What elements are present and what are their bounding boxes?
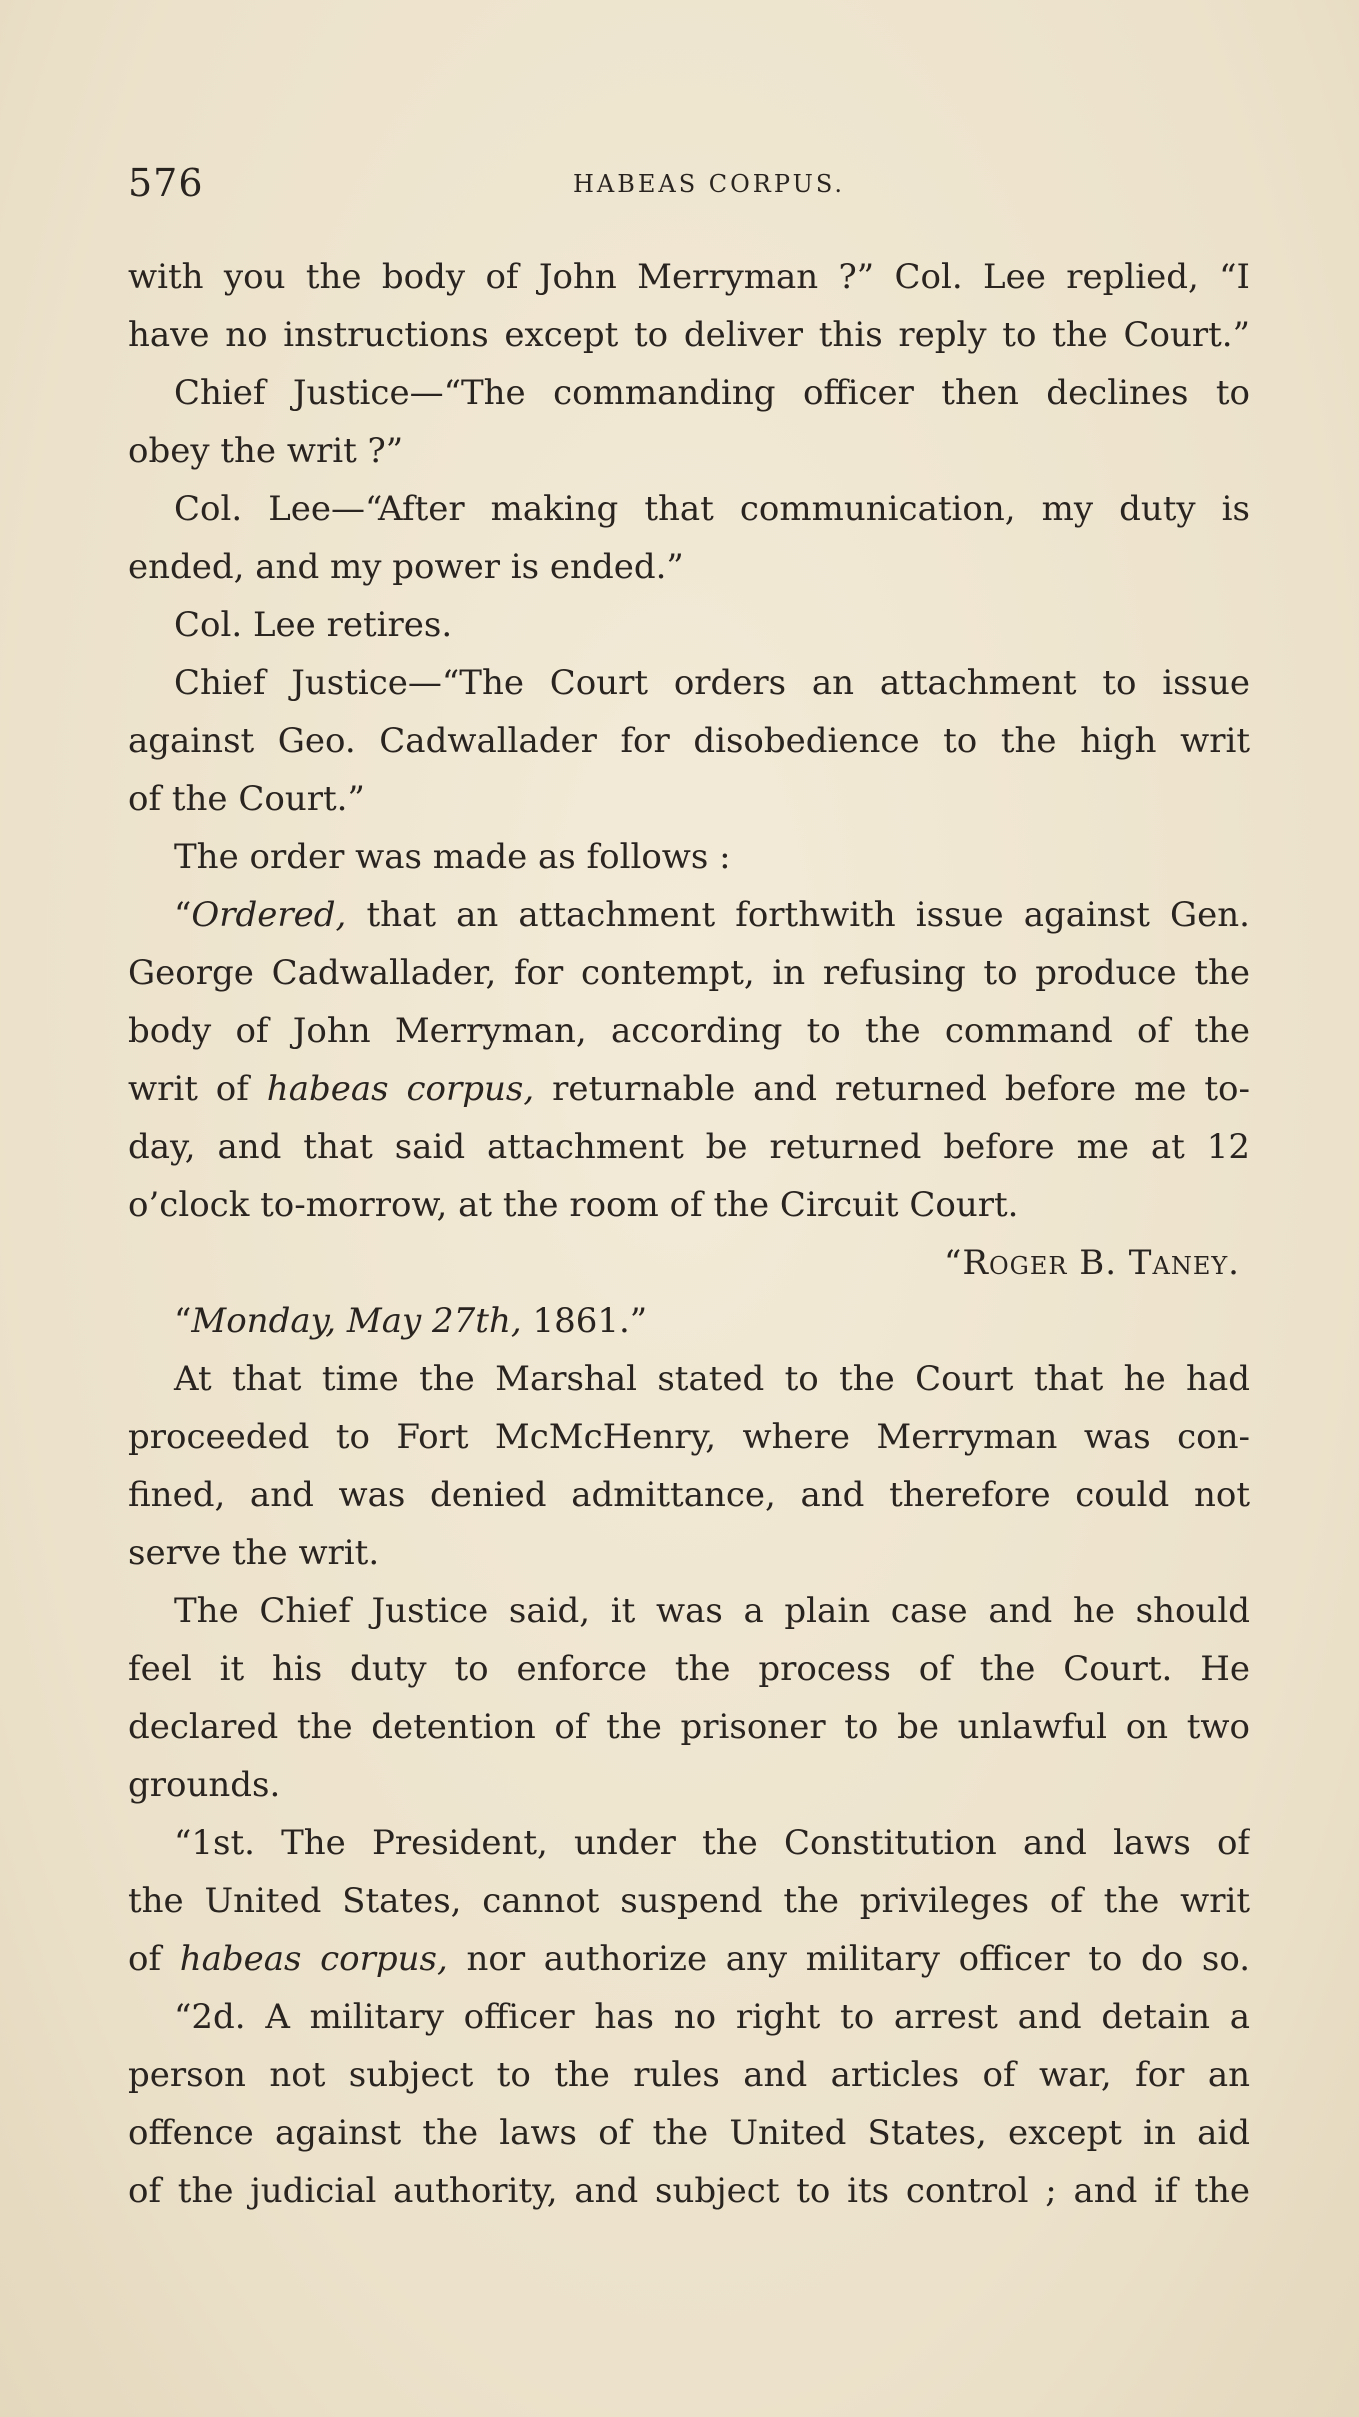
- text-line: feel it his duty to enforce the process of the Court. He: [128, 1649, 1250, 1689]
- running-title: HABEAS CORPUS.: [572, 170, 846, 198]
- text-line: Chief Justice—“The Court orders an attachment to issue: [174, 663, 1250, 703]
- text-line: serve the writ.: [128, 1533, 380, 1573]
- text-line: The Chief Justice said, it was a plain case and he should: [174, 1591, 1250, 1631]
- text-line: fined, and was denied admittance, and therefore could not: [128, 1475, 1250, 1515]
- text-line: obey the writ ?”: [128, 431, 404, 471]
- text-line: [128, 1060, 1250, 1118]
- text-line: against Geo. Cadwallader for disobedience to the high writ: [128, 721, 1250, 761]
- text-segment: of: [128, 1939, 180, 1979]
- italic-segment: Monday, May 27th,: [191, 1301, 522, 1341]
- text-line: The order was made as follows :: [174, 837, 731, 877]
- text-line: [128, 1930, 1250, 1988]
- text-line: [128, 886, 1250, 944]
- text-line: declared the detention of the prisoner to be unlawful on two: [128, 1707, 1250, 1747]
- text-line: of the judicial authority, and subject to its control ; and if the: [128, 2171, 1250, 2211]
- text-line: Col. Lee retires.: [174, 605, 453, 645]
- italic-segment: Ordered,: [191, 895, 347, 935]
- text-line: offence against the laws of the United States, except in aid: [128, 2113, 1250, 2153]
- text-line: with you the body of John Merryman ?” Col. Lee replied, “I: [128, 257, 1250, 297]
- text-segment: “: [174, 895, 192, 935]
- text-line: At that time the Marshal stated to the Court that he had: [174, 1359, 1250, 1399]
- text-line: grounds.: [128, 1765, 281, 1805]
- text-line: “1st. The President, under the Constitution and laws of: [174, 1823, 1250, 1863]
- page-number: 576: [128, 161, 204, 205]
- text-line: “2d. A military officer has no right to arrest and detain a: [174, 1997, 1250, 2037]
- text-segment: returnable and returned before me to-: [534, 1069, 1250, 1109]
- text-segment: “: [174, 1301, 192, 1341]
- text-line: day, and that said attachment be returned before me at 12: [128, 1127, 1250, 1167]
- signature-line: “Roger B. Taney.: [943, 1243, 1240, 1283]
- text-line: the United States, cannot suspend the privileges of the writ: [128, 1881, 1250, 1921]
- text-segment: writ of: [128, 1069, 267, 1109]
- text-line: body of John Merryman, according to the command of the: [128, 1011, 1250, 1051]
- text-segment: nor authorize any military officer to do so.: [447, 1939, 1250, 1979]
- text-line: ended, and my power is ended.”: [128, 547, 684, 587]
- running-head: [128, 158, 1250, 208]
- text-line: Chief Justice—“The commanding officer then declines to: [174, 373, 1250, 413]
- text-segment: that an attachment forthwith issue against Gen.: [346, 895, 1250, 935]
- text-line: o’clock to-morrow, at the room of the Circuit Court.: [128, 1185, 1019, 1225]
- text-line: have no instructions except to deliver this reply to the Court.”: [128, 315, 1250, 355]
- text-line: of the Court.”: [128, 779, 365, 819]
- text-line: proceeded to Fort McMcHenry, where Merryman was con-: [128, 1417, 1250, 1457]
- text-line: George Cadwallader, for contempt, in refusing to produce the: [128, 953, 1250, 993]
- text-line: [128, 1292, 1250, 1350]
- text-line: Col. Lee—“After making that communication, my duty is: [174, 489, 1250, 529]
- body-text: [128, 248, 1250, 2220]
- italic-segment: habeas corpus,: [266, 1069, 535, 1109]
- text-segment: 1861.”: [521, 1301, 648, 1341]
- text-line: person not subject to the rules and articles of war, for an: [128, 2055, 1250, 2095]
- italic-segment: habeas corpus,: [179, 1939, 448, 1979]
